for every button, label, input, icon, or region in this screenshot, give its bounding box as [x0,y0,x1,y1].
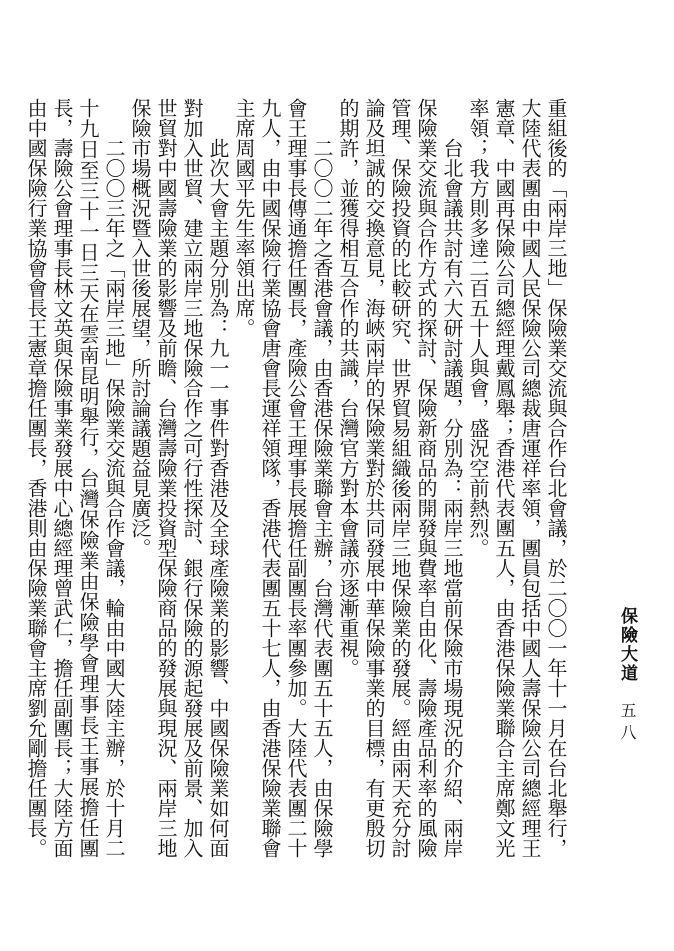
page-number: 五八 [618,702,637,747]
paragraph-3: 二〇〇二年之香港會議，由香港保險業聯會主辦，台灣代表團五十五人，由保險學會王理事長傳通擔任團長，產險公會王理事長展擔任副團長率團參加。大陸代表團二十九人，由中國保險行業協會唐會長運祥領隊，香港代表團五十七人，由香港保險業聯會主席周國平先生率領出席。 [232,98,334,858]
running-header [615,607,640,746]
body-text [23,98,569,858]
paragraph-2: 台北會議共討有六大研討議題，分別為：兩岸三地當前保險市場現況的介紹、兩岸保險業交流與合作方式的探討、保險新商品的開發與費率自由化、壽險產品利率的風險管理、保險投資的比較研究、世界貿易組織後兩岸三地保險業的發展。經由兩天充分討論及坦誠的交換意見，海峽兩岸的保險業對於共同發展中華保險事業的目標，有更殷切的期許，並獲得相互合作的共識，台灣官方對本會議亦逐漸重視。 [336,98,464,858]
book-title: 保險大道 [617,607,637,683]
paragraph-4: 此次大會主題分別為：九一一事件對香港及全球產險業的影響、中國保險業如何面對加入世貿、建立兩岸三地保險合作之可行性探討、銀行保險的源起發展及前景、加入世貿對中國壽險業的影響及前瞻、台灣壽險業投資型保險商品的發展與現況、兩岸三地保險市場概況暨入世後展望，所討論議題益見廣泛。 [128,98,230,858]
paragraph-1: 重組後的「兩岸三地」保險業交流與合作台北會議，於二〇〇一年十一月在台北舉行，大陸代表團由中國人民保險公司總裁唐運祥率領，團員包括中國人壽保險公司總經理王憲章、中國再保險公司總經理戴鳳舉；香港代表團五人，由香港保險業聯合主席鄭文光率領；我方則多達二百五十人與會，盛況空前熱烈。 [466,98,568,858]
paragraph-5: 二〇〇三年之「兩岸三地」保險業交流與合作會議，輪由中國大陸主辦，於十月二十九日至三十一日三天在雲南昆明舉行，台灣保險業由保險學會理事長王事展擔任團長，壽險公會理事長林文英與保險事業發展中心總經理曾武仁，擔任副團長；大陸方面由中國保險行業協會會長王憲章擔任團長，香港則由保險業聯會主席劉允剛擔任團長。 [24,98,126,858]
